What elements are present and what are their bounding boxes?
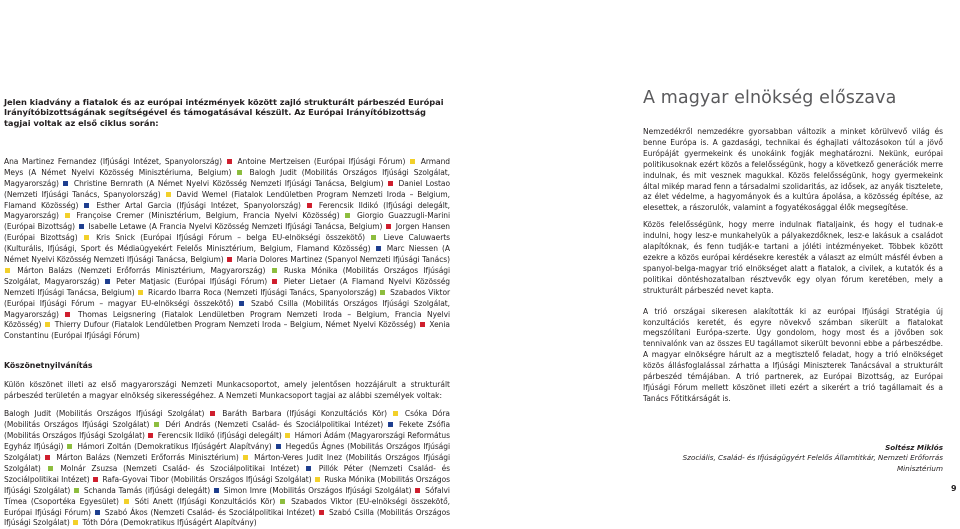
bullet-square-icon [415,488,420,493]
bullet-square-icon [386,224,391,229]
bullet-square-icon [84,235,89,240]
bullet-square-icon [166,192,171,197]
bullet-square-icon [63,181,68,186]
bullet-square-icon [280,499,285,504]
bullet-square-icon [315,477,320,482]
member-name: Lieve Caluwaerts (Kulturális, Ifjúsági, Sport és Médiaügyekért Felelős Minisztérium, Belgium, Flamand Közösség) [4,233,450,254]
bullet-square-icon [380,290,385,295]
member-name: Szabados Viktor (Európai Ifjúsági Fórum – magyar EU-elnökségi összekötő) [4,287,451,308]
bullet-square-icon [376,246,381,251]
member-name: Antoine Mertzeisen (Európai Ifjúsági Fórum) [237,156,410,166]
signature-title: Szociális, Család- és Ifjúságügyért Felelős Államtitkár, Nemzeti Erőforrás Minisztérium [682,453,943,473]
signature-name: Soltész Miklós [885,442,943,452]
working-group-member: Hámori Ádám (Magyarországi Református Egyház Ifjúsági) [4,431,450,452]
working-group-member: Schanda Tamás (ifjúsági delegált) [83,485,213,495]
member-name: Pieter Lietaer (A Flamand Nyelvi Közösség Nemzeti Ifjúsági Tanácsa, Belgium) [4,276,450,297]
member-name: Ana Martinez Fernandez (Ifjúsági Intézet, Spanyolország) [4,156,226,166]
bullet-square-icon [237,170,242,175]
bullet-square-icon [272,268,277,273]
member-name: Kris Snick (Európai Ifjúsági Fórum – belga EU-elnökségi összekötő) [96,233,371,243]
bullet-square-icon [410,159,415,164]
bullet-square-icon [84,203,89,208]
working-group-member: Ruska Mónika (Mobilitás Országos Ifjúsági Szolgálat) [4,474,450,495]
bullet-square-icon [45,322,50,327]
bullet-square-icon [138,290,143,295]
bullet-square-icon [345,213,350,218]
steering-committee-heading: Jelen kiadvány a fiatalok és az európai intézmények között zajló strukturált párbeszéd Európai Irányítóbizottságának segítségével és támogatásával készült. Az Európai Irányítóbizottság tagjai voltak az első ciklus során: [4,97,444,128]
bullet-square-icon [371,235,376,240]
member-name: Peter Matjasic (Európai Ifjúsági Fórum) [116,276,272,286]
working-group-member: Pillók Péter (Nemzeti Család- és Szociálpolitikai Intézet) [4,463,450,484]
working-group-member: Márton-Veres Judit Inez (Mobilitás Országos Ifjúsági Szolgálat) [4,453,450,473]
signature-block [643,443,943,474]
bullet-square-icon [65,312,70,317]
bullet-square-icon [243,455,248,460]
bullet-square-icon [154,422,159,427]
bullet-square-icon [420,322,425,327]
member-name: Márton Balázs (Nemzeti Erőforrás Minisztérium, Magyarország) [17,265,271,275]
bullet-square-icon [73,520,78,525]
bullet-square-icon [388,181,393,186]
working-group-member: Hegedűs Ágnes (Mobilitás Országos Ifjúsági Szolgálat) [4,442,450,463]
bullet-square-icon [276,444,281,449]
bullet-square-icon [48,466,53,471]
member-name: Isabelle Letawe (A Francia Nyelvi Közösség Nemzeti Ifjúsági Tanácsa, Belgium) [88,222,386,232]
working-group-member: Szabó Ákos (Nemzeti Család- és Szociálpolitikai Intézet) [104,507,319,517]
bullet-square-icon [45,455,50,460]
bullet-square-icon [227,257,232,262]
working-group-member: Molnár Zsuzsa (Nemzeti Család- és Szociálpolitikai Intézet) [60,463,305,473]
bullet-square-icon [210,411,215,416]
acknowledgements-title: Köszönetnyilvánítás [4,361,93,371]
working-group-member: Szabó Csilla (Mobilitás Országos Ifjúsági Szolgálat) [4,507,451,528]
working-group-member: Balogh Judit (Mobilitás Országos Ifjúsági Szolgálat) [4,409,210,419]
bullet-square-icon [214,488,219,493]
member-name: Thomas Leigsnering (Fiatalok Lendületben Program Nemzeti Iroda – Belgium, Francia Nyelvi Közösség) [4,309,450,330]
member-name: Balogh Judit (Mobilitás Országos Ifjúsági Szolgálat, Magyarország) [4,167,450,188]
working-group-member: Tóth Dóra (Demokratikus Ifjúságért Alapítvány) [82,518,257,528]
foreword-paragraph-1: Nemzedékről nemzedékre gyorsabban változik a minket körülvevő világ és benne Európa is. A gazdasági, technikai és éghajlati változásokon túl a jövő Európáját gyermekeink és unokáink fogják meghatározni. Nekünk, európai politikusoknak ezért közös a felelősségünk, hogy a következő generációk merre indulnak, és mit vesznek magukkal. Közös felelősségünk, hogy gyermekeink által mikép marad fenn a társadalmi szolidaritás, az idősek, az anyák tisztelete, az élet védelme, a hagyományok és a kultúra ápolása, a közösség építése, az elesettek, a rászorulók, valamint a fogyatékosággal élők megsegítése. [643,127,943,213]
bullet-square-icon [319,510,324,515]
member-name: Szabó Csilla (Mobilitás Országos Ifjúsági Szolgálat, Magyarország) [4,298,450,319]
working-group-member: Hámori Zoltán (Demokratikus Ifjúságért Alapítvány) [77,442,275,452]
member-name: Xenia Constantinu (Európai Ifjúsági Fórum) [4,320,450,341]
foreword-title: A magyar elnökség előszava [643,88,897,108]
member-name: Giorgio Guazzugli-Marini (Európai Bizottság) [4,211,450,232]
working-group-member: Baráth Barbara (Ifjúsági Konzultációs Kör) [222,409,392,419]
page-number: 9 [951,484,957,493]
member-name: Christine Bernrath (A Német Nyelvi Közösség Nemzeti Ifjúsági Tanácsa, Belgium) [73,178,388,188]
foreword-paragraph-2: Közös felelősségünk, hogy merre indulnak fiataljaink, és hogy el tudnak-e indulni, hogy lesz-e munkahelyük a pályakezdőknek, lesz-e lakásuk a családot alapítóknak, és fenn tudják-e tartani a jóléti intézményeket. Többek között ezekre a közös európai kérdésekre keresték a választ az elmúlt másfél évben a spanyol-belga-magyar trió elnökséget alatt a fiatalok, a civilek, a kutatók és a politikai döntéshozatalban résztvevők egy olyan fórum keretében, mely a strukturált párbeszéd nevet kapta. [643,220,943,295]
member-name: Françoise Cremer (Minisztérium, Belgium, Francia Nyelvi Közösség) [76,211,345,221]
member-name: Thierry Dufour (Fiatalok Lendületben Program Nemzeti Iroda – Belgium, Német Nyelvi Közösség) [54,320,419,330]
member-name: Ricardo Ibarra Roca (Nemzeti Ifjúsági Tanács, Spanyolország) [148,287,380,297]
working-group-member: Fekete Zsófia (Mobilitás Országos Ifjúsági Szolgálat) [4,420,450,441]
bullet-square-icon [74,488,79,493]
working-group-members [4,409,450,529]
member-name: Esther Artal Garcia (Ifjúsági Intézet, Spanyolország) [96,200,306,210]
bullet-square-icon [95,510,100,515]
bullet-square-icon [227,159,232,164]
bullet-square-icon [388,422,393,427]
bullet-square-icon [285,433,290,438]
member-name: Jorgen Hansen (Európai Bizottság) [4,222,450,243]
member-name: Marc Niessen (A Német Nyelvi Közösség Nemzeti Ifjúsági Tanácsa, Belgium) [4,244,450,265]
member-name: David Wemel (Fiatalok Lendületben Program Nemzeti Iroda – Belgium, Flamand Közösség) [4,189,450,210]
bullet-square-icon [67,444,72,449]
steering-committee-members [4,157,450,342]
working-group-member: Csóka Dóra (Mobilitás Országos Ifjúsági Szolgálat) [4,409,450,430]
left-column [4,97,450,529]
right-column [643,88,943,474]
working-group-member: Simon Imre (Mobilitás Országos Ifjúsági Szolgálat) [223,485,415,495]
working-group-member: Déri András (Nemzeti Család- és Szociálpolitikai Intézet) [165,420,388,430]
working-group-member: Sófalvi Tímea (Csoportéka Egyesület) [4,485,450,506]
foreword-paragraph-3: A trió országai sikeresen alakították ki az európai Ifjúsági Stratégia új konzultációs keretét, és egyre növekvő számban sikerült a fiatalokat megszólítani Európa-szerte. Úgy gondolom, hogy most és a jövőben sok tennivalónk van az összes EU tagállamot sikerült bevonni ebbe a párbeszédbe. A magyar elnökségre hárult az a megtisztelő feladat, hogy a trió elnökséget közös állásfoglalással zárhatta a Ifjúsági Miniszterek Tanácsával a strukturált párbeszéd témájában. A trió partnerek, az Európai Bizottság, az Európai Ifjúsági Fórum mellett köszönet illeti ezért a sikerért a trió tagállamait és a Tanács Főtitkárságát is. [643,306,943,403]
member-name: Ruska Mónika (Mobilitás Országos Ifjúsági Szolgálat, Magyarország) [4,265,450,286]
bullet-square-icon [105,279,110,284]
working-group-member: Sóti Anett (Ifjúsági Konzultációs Kör) [134,496,280,506]
bullet-square-icon [307,203,312,208]
bullet-square-icon [65,213,70,218]
bullet-square-icon [393,411,398,416]
bullet-square-icon [239,301,244,306]
member-name: Armand Meys (A Német Nyelvi Közösség Minisztériuma, Belgium) [4,156,450,177]
bullet-square-icon [93,477,98,482]
bullet-square-icon [148,433,153,438]
working-group-member: Márton Balázs (Nemzeti Erőforrás Minisztérium) [56,453,243,463]
bullet-square-icon [5,268,10,273]
member-name: Maria Dolores Martinez (Spanyol Nemzeti Ifjúsági Tanács) [236,255,450,265]
bullet-square-icon [272,279,277,284]
bullet-square-icon [79,224,84,229]
bullet-square-icon [124,499,129,504]
working-group-member: Szabados Viktor (EU-elnökségi összekötő, Európai Ifjúsági Fórum) [4,496,450,517]
bullet-square-icon [306,466,311,471]
working-group-member: Ferencsik Ildikó (ifjúsági delegált) [157,431,285,441]
acknowledgements-intro: Külön köszönet illeti az első magyarországi Nemzeti Munkacsoportot, amely jelentősen hozzájárult a strukturált párbeszéd területén a magyar elnökség sikerességéhez. A Nemzeti Munkacsoport tagjai az alábbi személyek voltak: [4,379,450,400]
working-group-member: Rafa-Gyovai Tibor (Mobilitás Országos Ifjúsági Szolgálat) [102,474,314,484]
member-name: Daniel Lostao (Nemzeti Ifjúsági Tanács, Spanyolország) [4,178,451,199]
member-name: Ferencsik Ildikó (Ifjúsági delegált, Magyarország) [4,200,450,221]
